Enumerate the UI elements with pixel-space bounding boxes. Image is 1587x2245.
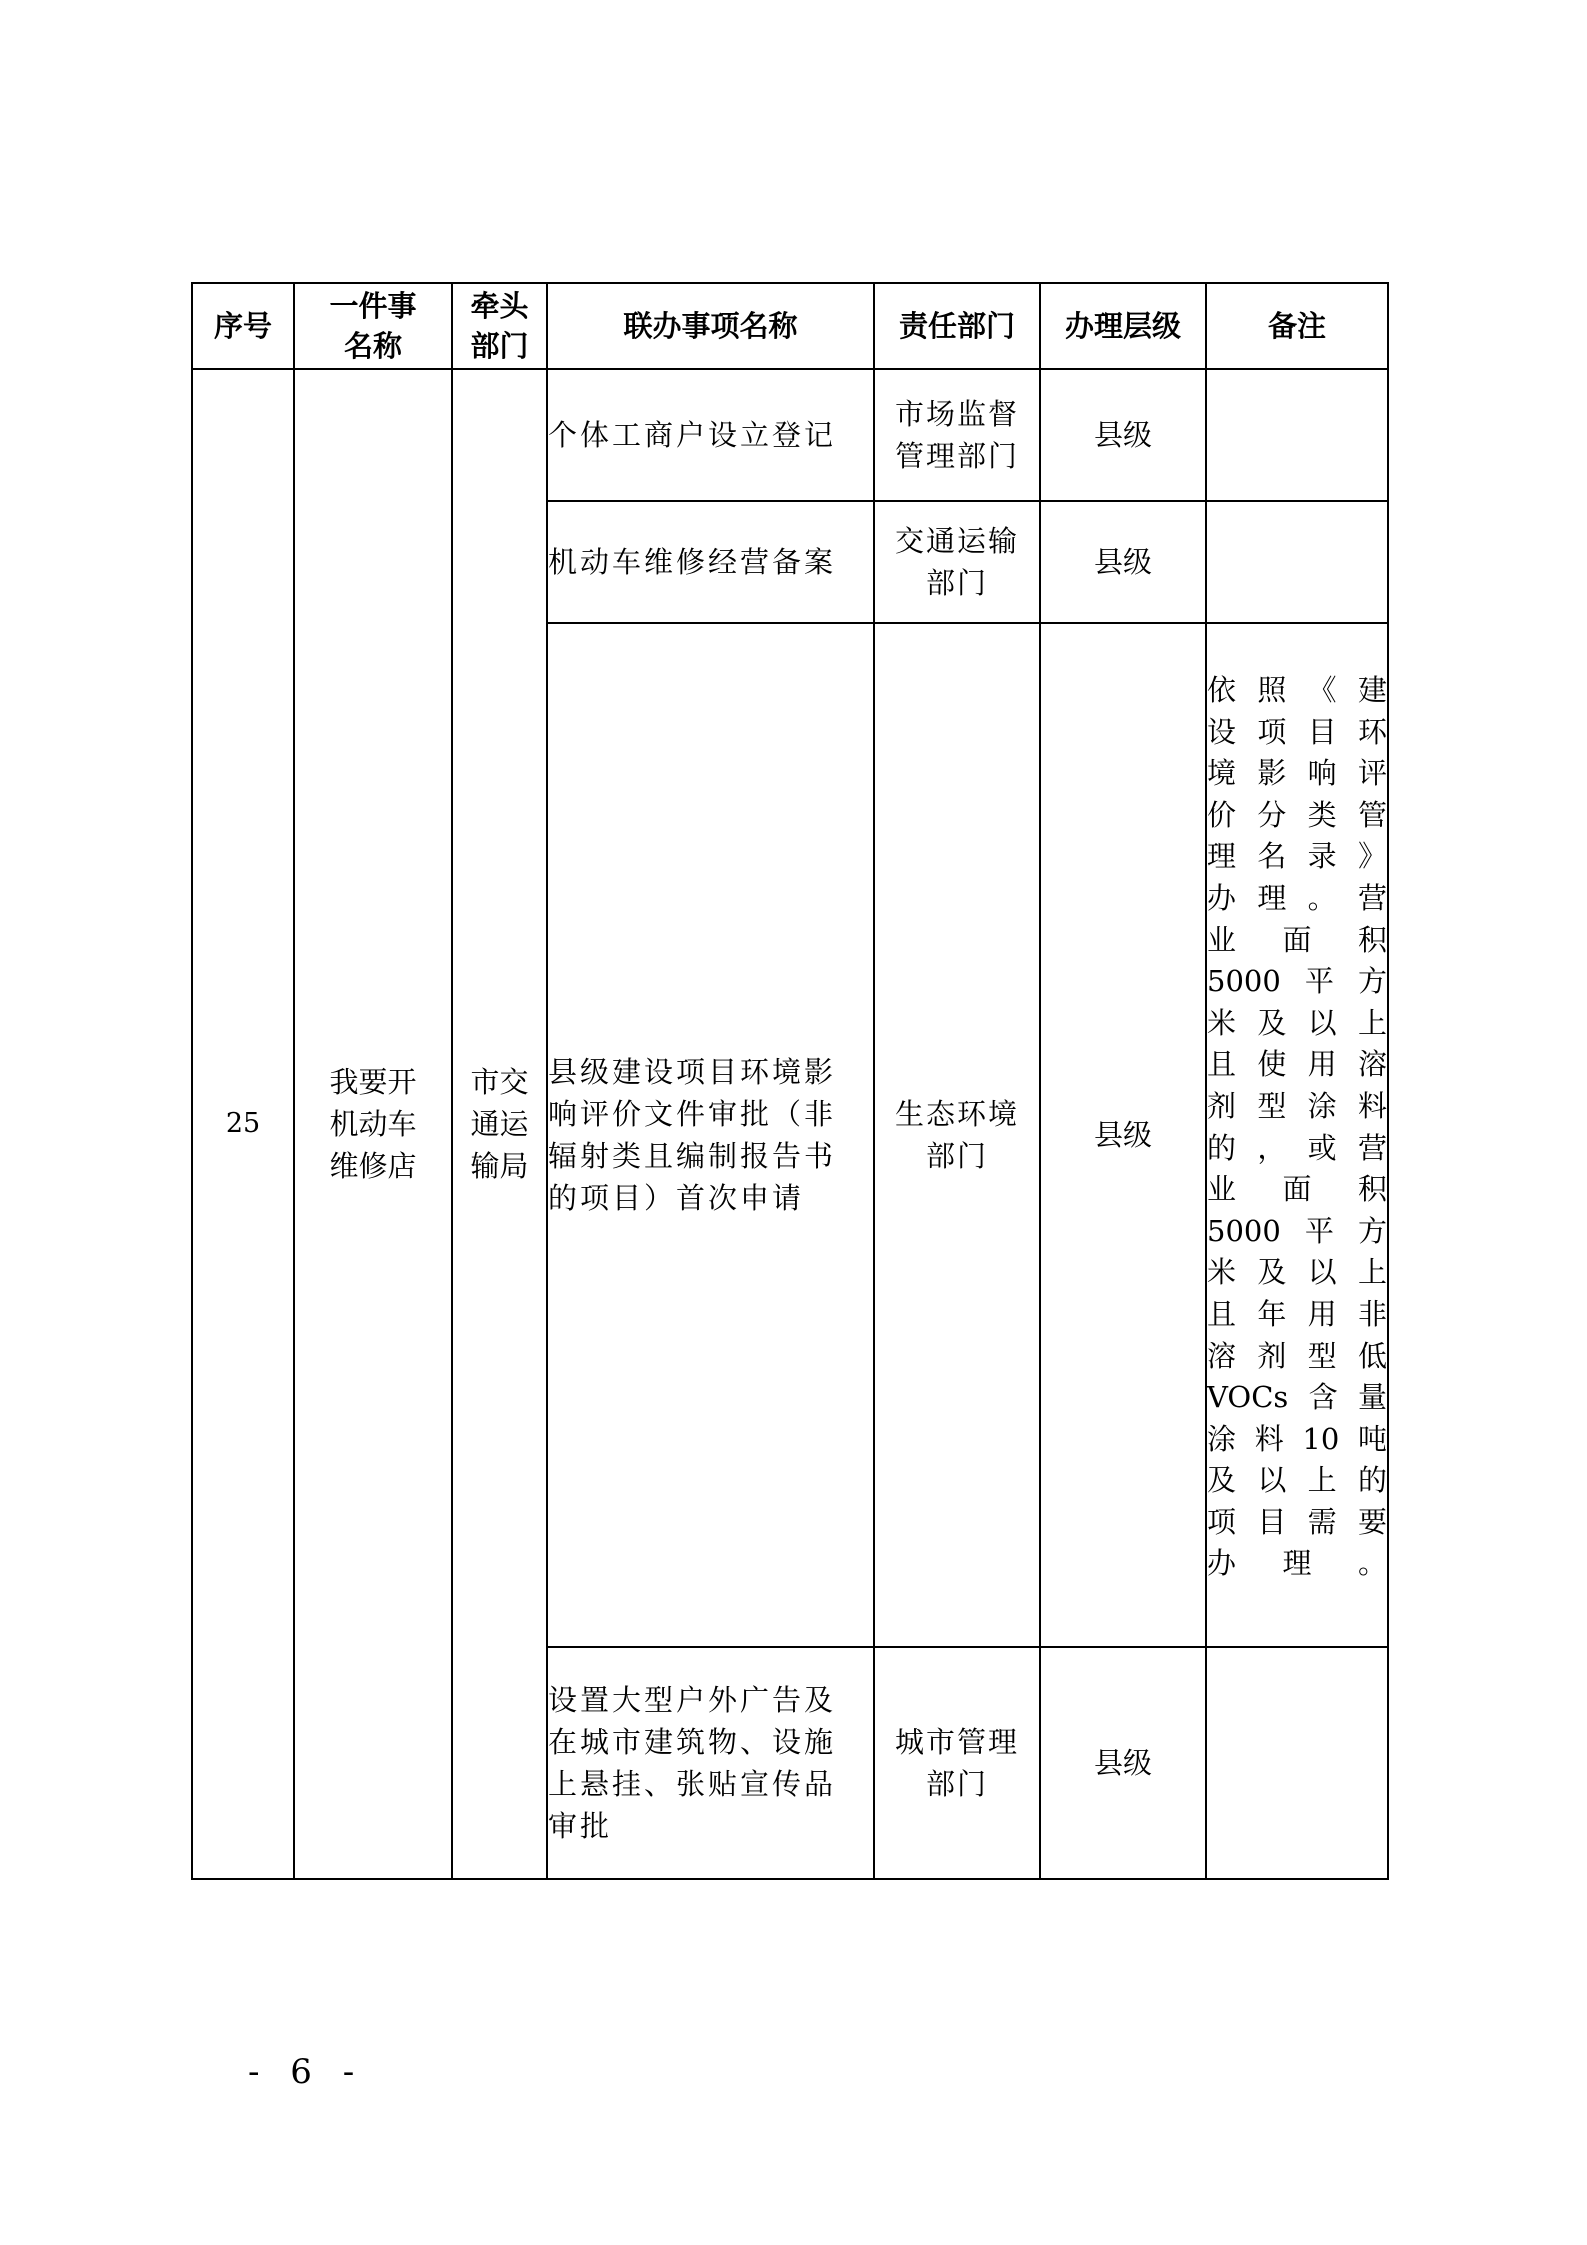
header-event-name-line: 一件事 <box>329 289 417 323</box>
level-cell: 县级 <box>1040 1647 1206 1879</box>
remark-line: 且使用溶 <box>1207 1047 1387 1082</box>
remark-line: 项目需要 <box>1207 1504 1387 1539</box>
header-event-name-line: 名称 <box>343 329 402 363</box>
remark-line: VOCs含量 <box>1207 1380 1387 1415</box>
resp-dept-cell <box>874 623 1040 1647</box>
resp-dept-line: 部门 <box>925 1139 988 1173</box>
lead-dept-line: 市交 <box>470 1065 529 1099</box>
remark-line: 办理。营 <box>1207 880 1387 915</box>
remark-cell <box>1206 623 1388 1647</box>
header-lead-dept-line: 部门 <box>470 329 529 363</box>
remark-line: 依照《建 <box>1207 673 1387 707</box>
joint-item-line: 在城市建筑物、设施 <box>548 1725 837 1759</box>
lead-dept-line: 通运 <box>470 1107 529 1141</box>
event-name-line: 维修店 <box>329 1149 417 1183</box>
header-lead-dept <box>452 283 547 369</box>
table-row <box>192 369 1388 501</box>
header-lead-dept-line: 牵头 <box>470 289 529 323</box>
remark-line: 米及以上 <box>1207 1255 1387 1290</box>
header-row <box>192 283 1388 369</box>
remark-line: 业 面 积 <box>1207 922 1387 957</box>
level-cell: 县级 <box>1040 501 1206 623</box>
joint-item-line: 审批 <box>548 1809 613 1843</box>
joint-item-cell <box>547 1647 874 1879</box>
header-seq: 序号 <box>192 283 294 369</box>
remark-cell <box>1206 501 1388 623</box>
resp-dept-line: 生态环境 <box>894 1097 1019 1131</box>
resp-dept-cell <box>874 369 1040 501</box>
level-cell: 县级 <box>1040 623 1206 1647</box>
event-name-line: 我要开 <box>329 1065 417 1099</box>
lead-dept-cell <box>452 369 547 1879</box>
row-number: 25 <box>192 369 294 1879</box>
joint-item-cell <box>547 501 874 623</box>
event-name-cell <box>294 369 452 1879</box>
joint-item-line: 上悬挂、张贴宣传品 <box>548 1767 837 1801</box>
remark-line: 设项目环 <box>1207 714 1387 749</box>
joint-item-line: 县级建设项目环境影 <box>548 1055 837 1089</box>
joint-item-line: 设置大型户外广告及 <box>548 1683 837 1717</box>
joint-item-line: 的项目）首次申请 <box>548 1181 805 1215</box>
resp-dept-line: 部门 <box>925 566 988 600</box>
joint-item-line: 个体工商户设立登记 <box>548 418 837 452</box>
resp-dept-cell <box>874 501 1040 623</box>
level-cell: 县级 <box>1040 369 1206 501</box>
remark-line: 业 面 积 <box>1207 1172 1387 1207</box>
header-event-name <box>294 283 452 369</box>
remark-line: 5000平方 <box>1207 1213 1387 1248</box>
resp-dept-line: 交通运输 <box>894 524 1019 558</box>
remark-text <box>1207 670 1387 1585</box>
remark-line: 境影响评 <box>1207 756 1387 791</box>
joint-item-cell <box>547 623 874 1647</box>
remark-line: 理名录》 <box>1207 839 1387 874</box>
joint-item-line: 机动车维修经营备案 <box>548 545 837 579</box>
remark-line: 且年用非 <box>1207 1296 1387 1331</box>
remark-line: 剂型涂料 <box>1207 1088 1387 1123</box>
remark-line: 办理。 <box>1207 1546 1387 1581</box>
header-resp-dept: 责任部门 <box>874 283 1040 369</box>
header-joint-item: 联办事项名称 <box>547 283 874 369</box>
remark-cell <box>1206 1647 1388 1879</box>
joint-item-cell <box>547 369 874 501</box>
header-remark: 备注 <box>1206 283 1388 369</box>
lead-dept-line: 输局 <box>470 1149 529 1183</box>
remark-line: 5000平方 <box>1207 964 1387 999</box>
page-number: - 6 - <box>248 2052 365 2092</box>
joint-item-line: 辐射类且编制报告书 <box>548 1139 837 1173</box>
resp-dept-line: 部门 <box>925 1767 988 1801</box>
resp-dept-cell <box>874 1647 1040 1879</box>
remark-line: 及以上的 <box>1207 1463 1387 1498</box>
joint-item-line: 响评价文件审批（非 <box>548 1097 837 1131</box>
resp-dept-line: 城市管理 <box>894 1725 1019 1759</box>
resp-dept-line: 市场监督 <box>894 397 1019 431</box>
event-name-line: 机动车 <box>329 1107 417 1141</box>
remark-line: 溶剂型低 <box>1207 1338 1387 1373</box>
remark-line: 的，或营 <box>1207 1130 1387 1165</box>
header-level: 办理层级 <box>1040 283 1206 369</box>
remark-cell <box>1206 369 1388 501</box>
matters-table <box>191 282 1389 1880</box>
remark-line: 米及以上 <box>1207 1005 1387 1040</box>
resp-dept-line: 管理部门 <box>894 439 1019 473</box>
remark-line: 价分类管 <box>1207 797 1387 832</box>
remark-line: 涂料10吨 <box>1207 1421 1387 1456</box>
